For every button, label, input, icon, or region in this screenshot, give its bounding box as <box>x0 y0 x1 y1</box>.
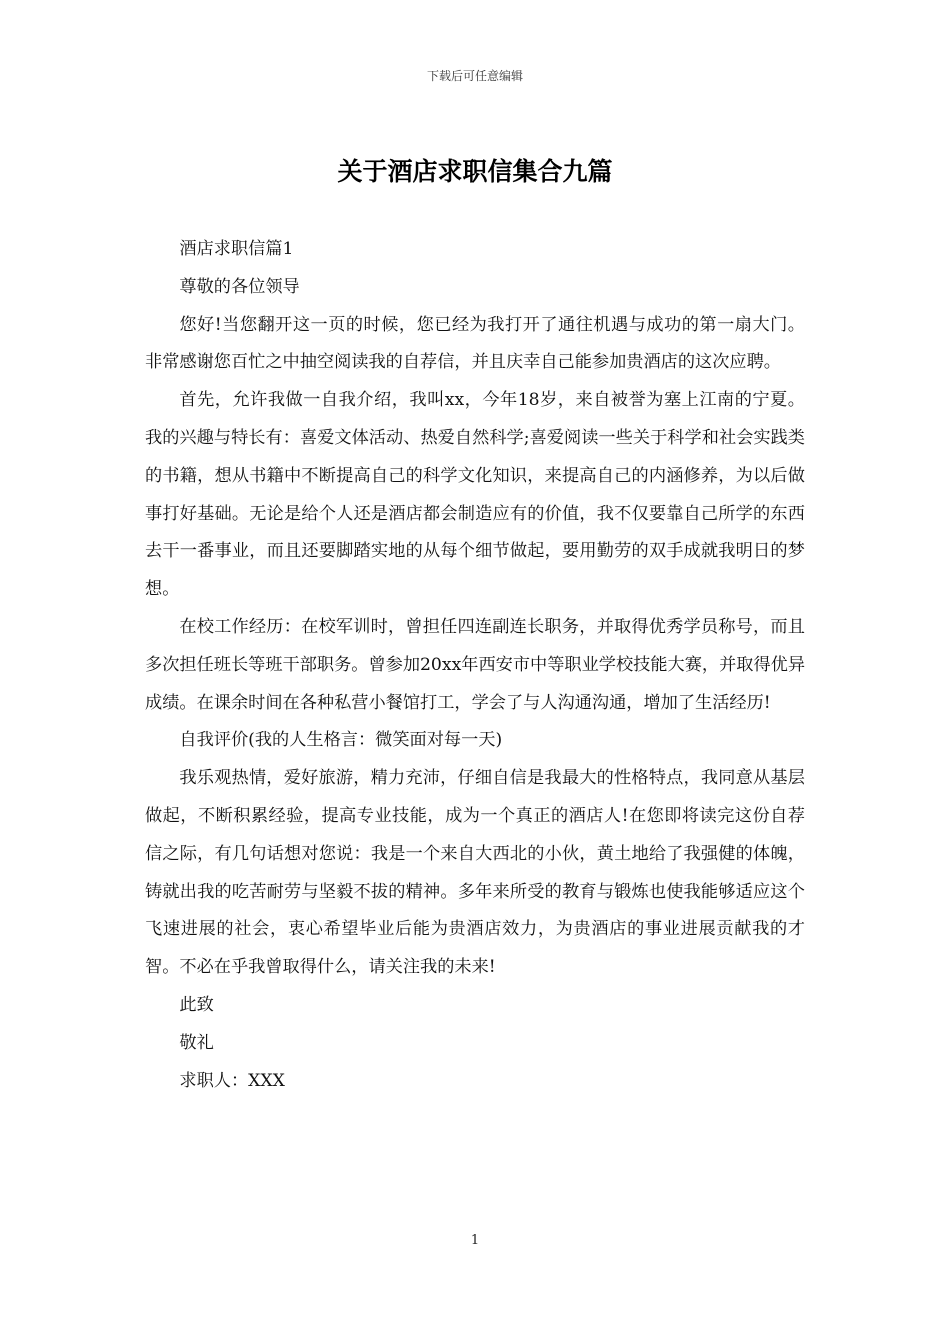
section-heading: 酒店求职信篇1 <box>179 239 294 259</box>
body-paragraph: 我乐观热情，爱好旅游，精力充沛，仔细自信是我最大的性格特点，我同意从基层做起，不断积累经验，提高专业技能，成为一个真正的酒店人!在您即将读完这份自荐信之际，有几句话想对您说：我是一个来自大西北的小伙，黄土地给了我强健的体魄，铸就出我的吃苦耐劳与坚毅不拔的精神。多年来所受的教育与锻炼也使我能够适应这个飞速进展的社会，衷心希望毕业后能为贵酒店效力，为贵酒店的事业进展贡献我的才智。不必在乎我曾取得什么，请关注我的未来! <box>145 768 805 978</box>
closing-line: 此致 <box>179 994 214 1015</box>
page-number: 1 <box>470 1233 480 1248</box>
signature-line: 求职人：XXX <box>179 1070 285 1091</box>
body-paragraph: 在校工作经历：在校军训时，曾担任四连副连长职务，并取得优秀学员称号，而且多次担任班长等班干部职务。曾参加20xx年西安市中等职业学校技能大赛，并取得优异成绩。在课余时间在各种私营小餐馆打工，学会了与人沟通沟通，增加了生活经历! <box>145 616 806 713</box>
document-title: 关于酒店求职信集合九篇 <box>337 157 613 186</box>
document-body <box>145 231 805 1100</box>
body-paragraph: 您好!当您翻开这一页的时候，您已经为我打开了通往机遇与成功的第一扇大门。非常感谢您百忙之中抽空阅读我的自荐信，并且庆幸自己能参加贵酒店的这次应聘。 <box>145 314 805 373</box>
body-paragraph: 自我评价(我的人生格言：微笑面对每一天) <box>179 730 503 751</box>
body-paragraph: 首先，允许我做一自我介绍，我叫xx，今年18岁，来自被誉为塞上江南的宁夏。我的兴趣与特长有：喜爱文体活动、热爱自然科学;喜爱阅读一些关于科学和社会实践类的书籍，想从书籍中不断提高自己的科学文化知识，来提高自己的内涵修养，为以后做事打好基础。无论是给个人还是酒店都会制造应有的价值，我不仅要靠自己所学的东西去干一番事业，而且还要脚踏实地的从每个细节做起，要用勤劳的双手成就我明日的梦想。 <box>145 390 805 600</box>
closing-regards: 敬礼 <box>179 1032 214 1053</box>
salutation: 尊敬的各位领导 <box>179 276 300 297</box>
page-header: 下载后可任意编辑 <box>426 69 523 83</box>
